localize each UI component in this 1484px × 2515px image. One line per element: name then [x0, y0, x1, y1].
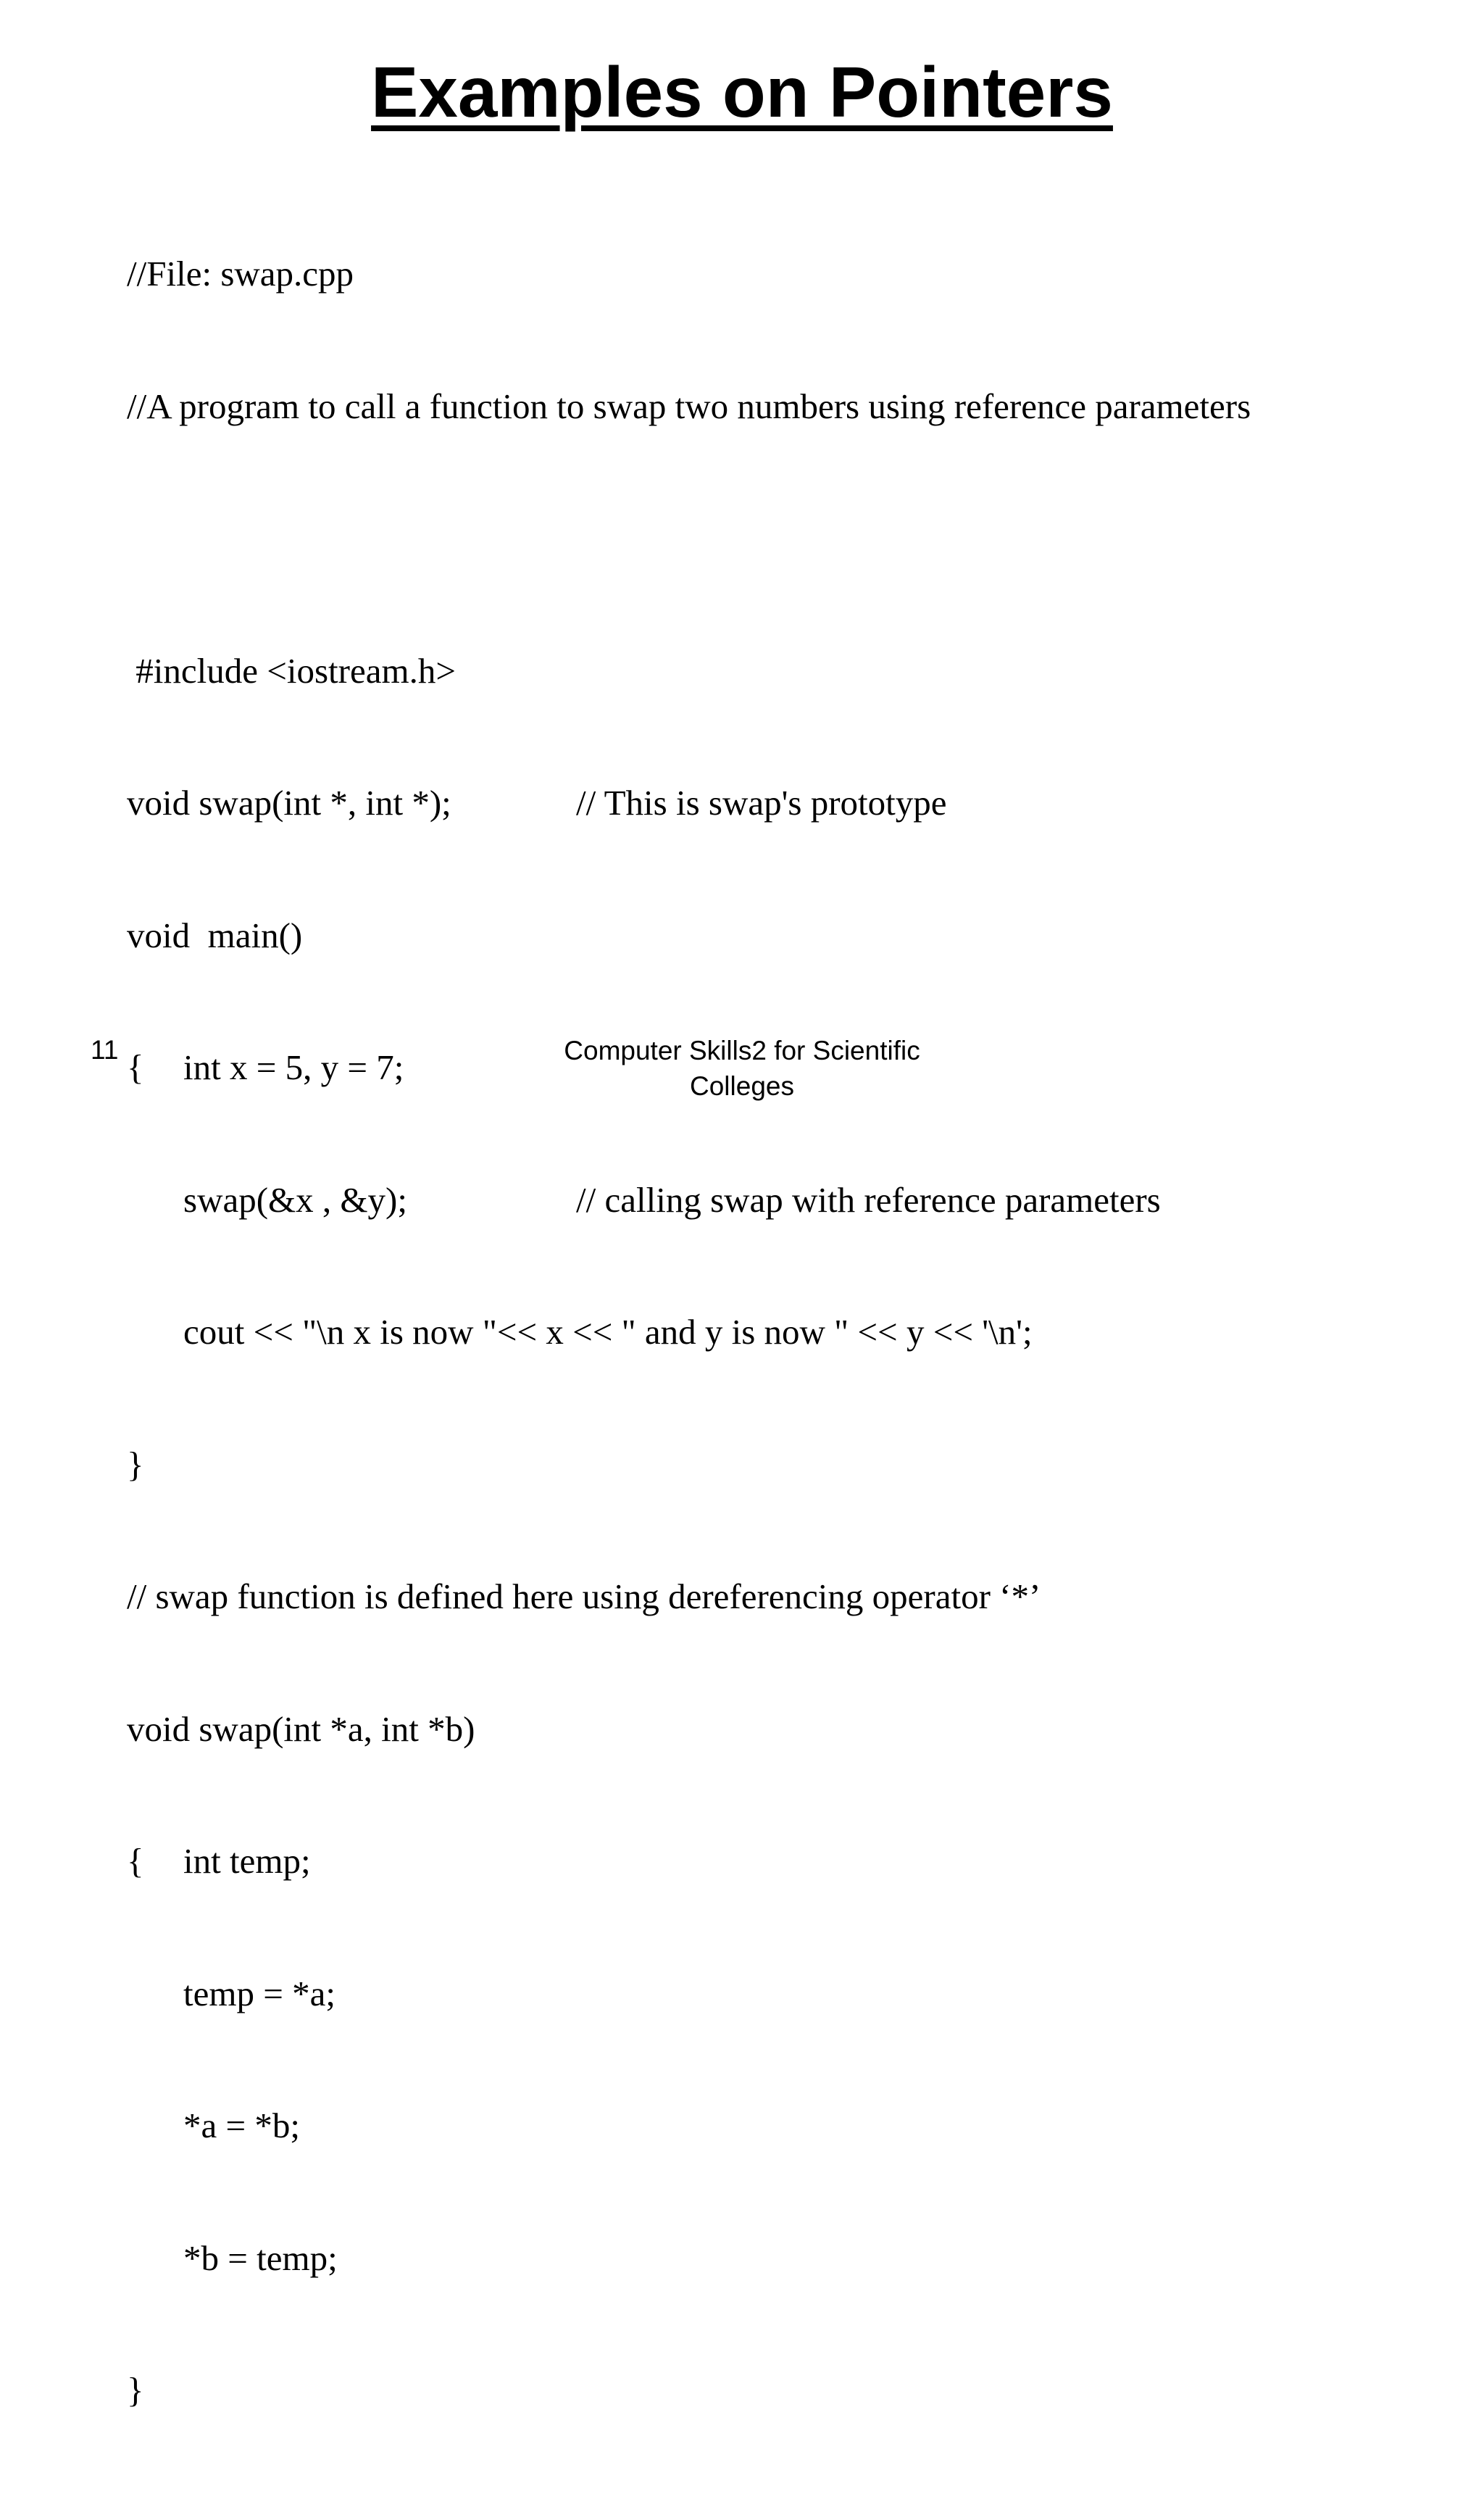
code-comment: // swap function is defined here using dereferencing operator ‘*’	[127, 1576, 1041, 1616]
code-brace: {	[127, 1047, 144, 1087]
code-line	[127, 2101, 300, 2151]
code-line	[127, 249, 354, 299]
code-text: #include <iostream.h>	[127, 650, 456, 691]
code-line	[127, 1176, 1161, 1226]
code-line	[127, 1705, 475, 1755]
code-line	[127, 1837, 311, 1887]
code-text: void main()	[127, 915, 303, 955]
code-brace: }	[127, 2370, 144, 2410]
code-text: void swap(int *, int *);	[127, 783, 451, 823]
code-line	[127, 778, 947, 828]
code-text: //A program to call a function to swap two numbers using reference parameters	[127, 386, 1251, 426]
code-text: int temp;	[183, 1841, 311, 1881]
footer-course-title	[488, 1033, 996, 1104]
footer-course-line: Colleges	[690, 1071, 794, 1101]
code-line	[127, 1969, 335, 2019]
code-brace: {	[127, 1841, 144, 1881]
code-line	[127, 1308, 1033, 1358]
code-line	[127, 911, 303, 961]
code-text: swap(&x , &y);	[183, 1179, 407, 1220]
code-brace: }	[127, 1444, 144, 1484]
code-comment: // calling swap with reference parameters	[576, 1179, 1161, 1220]
code-text: cout << "\n x is now "<< x << " and y is now " << y << '\n';	[183, 1312, 1033, 1352]
code-text: *a = *b;	[183, 2105, 300, 2145]
code-text: *b = temp;	[183, 2237, 338, 2278]
footer-course-line: Computer Skills2 for Scientific	[564, 1036, 920, 1065]
code-text: void swap(int *a, int *b)	[127, 1708, 475, 1749]
code-line	[127, 2366, 162, 2416]
code-text: //File: swap.cpp	[127, 254, 354, 294]
code-comment: // This is swap's prototype	[576, 783, 947, 823]
page-number: 11	[91, 1035, 119, 1065]
code-line-blank	[127, 514, 162, 564]
code-line	[127, 1572, 1041, 1622]
code-text: temp = *a;	[183, 1973, 335, 2013]
code-line	[127, 2234, 338, 2284]
slide-title: Examples on Pointers	[371, 52, 1113, 132]
code-line	[127, 1440, 162, 1490]
code-line	[127, 647, 456, 697]
code-line	[127, 1043, 404, 1093]
code-text: int x = 5, y = 7;	[183, 1047, 404, 1087]
code-line	[127, 382, 1251, 432]
